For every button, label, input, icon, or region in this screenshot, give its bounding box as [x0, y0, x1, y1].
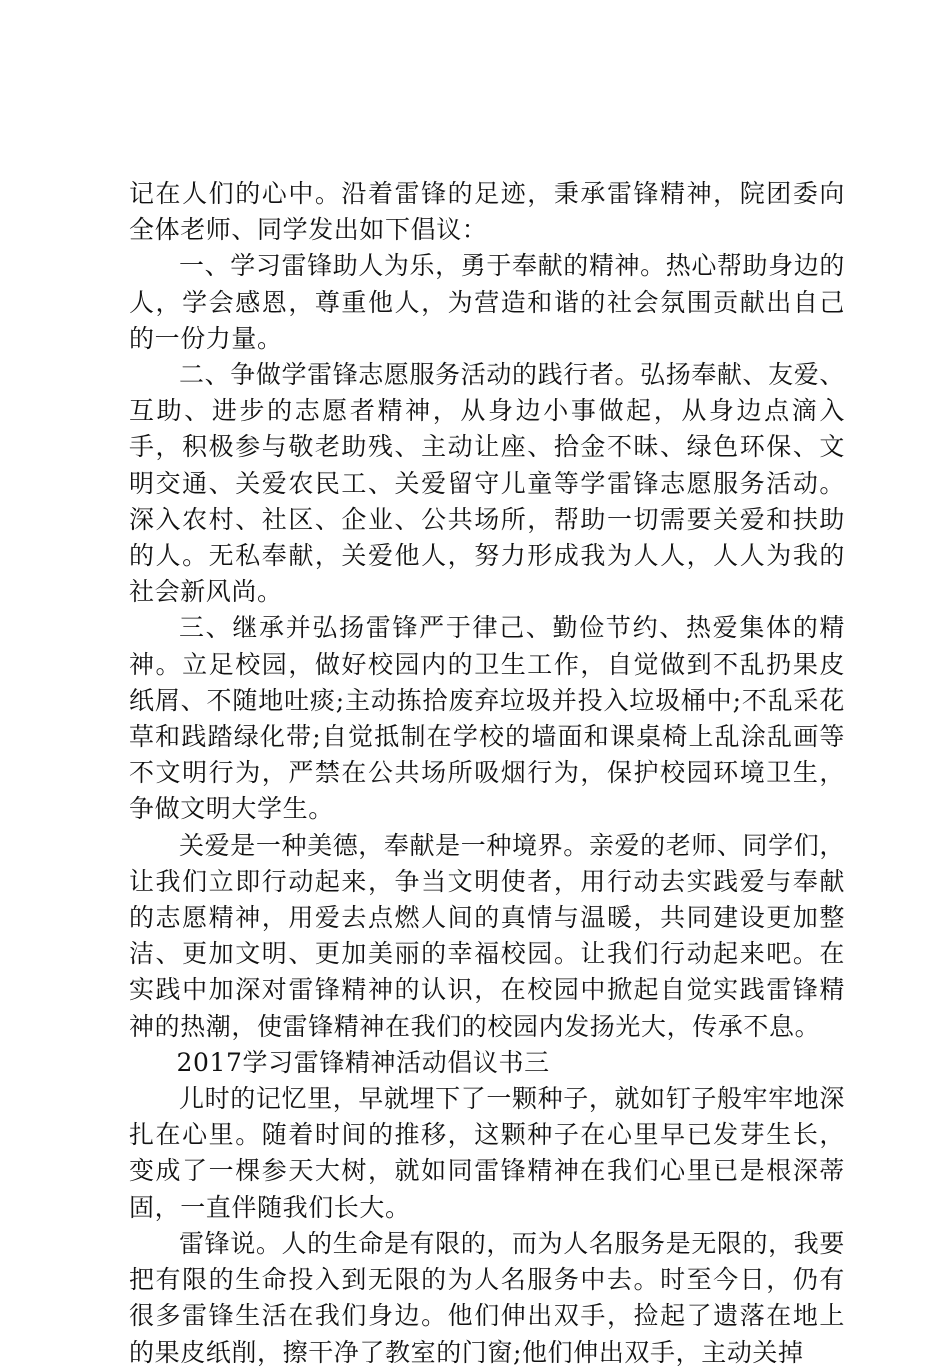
paragraph-proposal-one: 一、学习雷锋助人为乐，勇于奉献的精神。热心帮助身边的人，学会感恩，尊重他人，为营造和谐的社会氛围贡献出自己的一份力量。: [129, 251, 845, 353]
paragraph-closing: 关爱是一种美德，奉献是一种境界。亲爱的老师、同学们，让我们立即行动起来，争当文明使者，用行动去实践爱与奉献的志愿精神，用爱去点燃人间的真情与温暖，共同建设更加整洁、更加文明、更加美丽的幸福校园。让我们行动起来吧。在实践中加深对雷锋精神的认识，在校园中掀起自觉实践雷锋精神的热潮，使雷锋精神在我们的校园内发扬光大，传承不息。: [129, 830, 845, 1041]
paragraph-proposal-three: 三、继承并弘扬雷锋严于律己、勤俭节约、热爱集体的精神。立足校园，做好校园内的卫生工作，自觉做到不乱扔果皮纸屑、不随地吐痰;主动拣拾废弃垃圾并投入垃圾桶中;不乱采花草和践踏绿化带;自觉抵制在学校的墙面和课桌椅上乱涂乱画等不文明行为，严禁在公共场所吸烟行为，保护校园环境卫生，争做文明大学生。: [129, 613, 845, 824]
paragraph-childhood-memory: 儿时的记忆里，早就埋下了一颗种子，就如钉子般牢牢地深扎在心里。随着时间的推移，这颗种子在心里早已发芽生长，变成了一棵参天大树，就如同雷锋精神在我们心里已是根深蒂固，一直伴随我们长大。: [129, 1084, 845, 1222]
paragraph-proposal-two: 二、争做学雷锋志愿服务活动的践行者。弘扬奉献、友爱、互助、进步的志愿者精神，从身边小事做起，从身边点滴入手，积极参与敬老助残、主动让座、拾金不昧、绿色环保、文明交通、关爱农民工、关爱留守儿童等学雷锋志愿服务活动。深入农村、社区、企业、公共场所，帮助一切需要关爱和扶助的人。无私奉献，关爱他人，努力形成我为人人，人人为我的社会新风尚。: [129, 360, 845, 607]
paragraph-lei-feng-quote: 雷锋说。人的生命是有限的，而为人名服务是无限的，我要把有限的生命投入到无限的为人名服务中去。时至今日，仍有很多雷锋生活在我们身边。他们伸出双手，捡起了遗落在地上的果皮纸削，擦干净了教室的门窗;他们伸出双手，主动关掉: [129, 1228, 845, 1367]
document-body: [129, 176, 845, 1371]
paragraph-continuation: 记在人们的心中。沿着雷锋的足迹，秉承雷锋精神，院团委向全体老师、同学发出如下倡议：: [129, 179, 845, 245]
section-heading: 2017学习雷锋精神活动倡议书三: [176, 1047, 550, 1077]
